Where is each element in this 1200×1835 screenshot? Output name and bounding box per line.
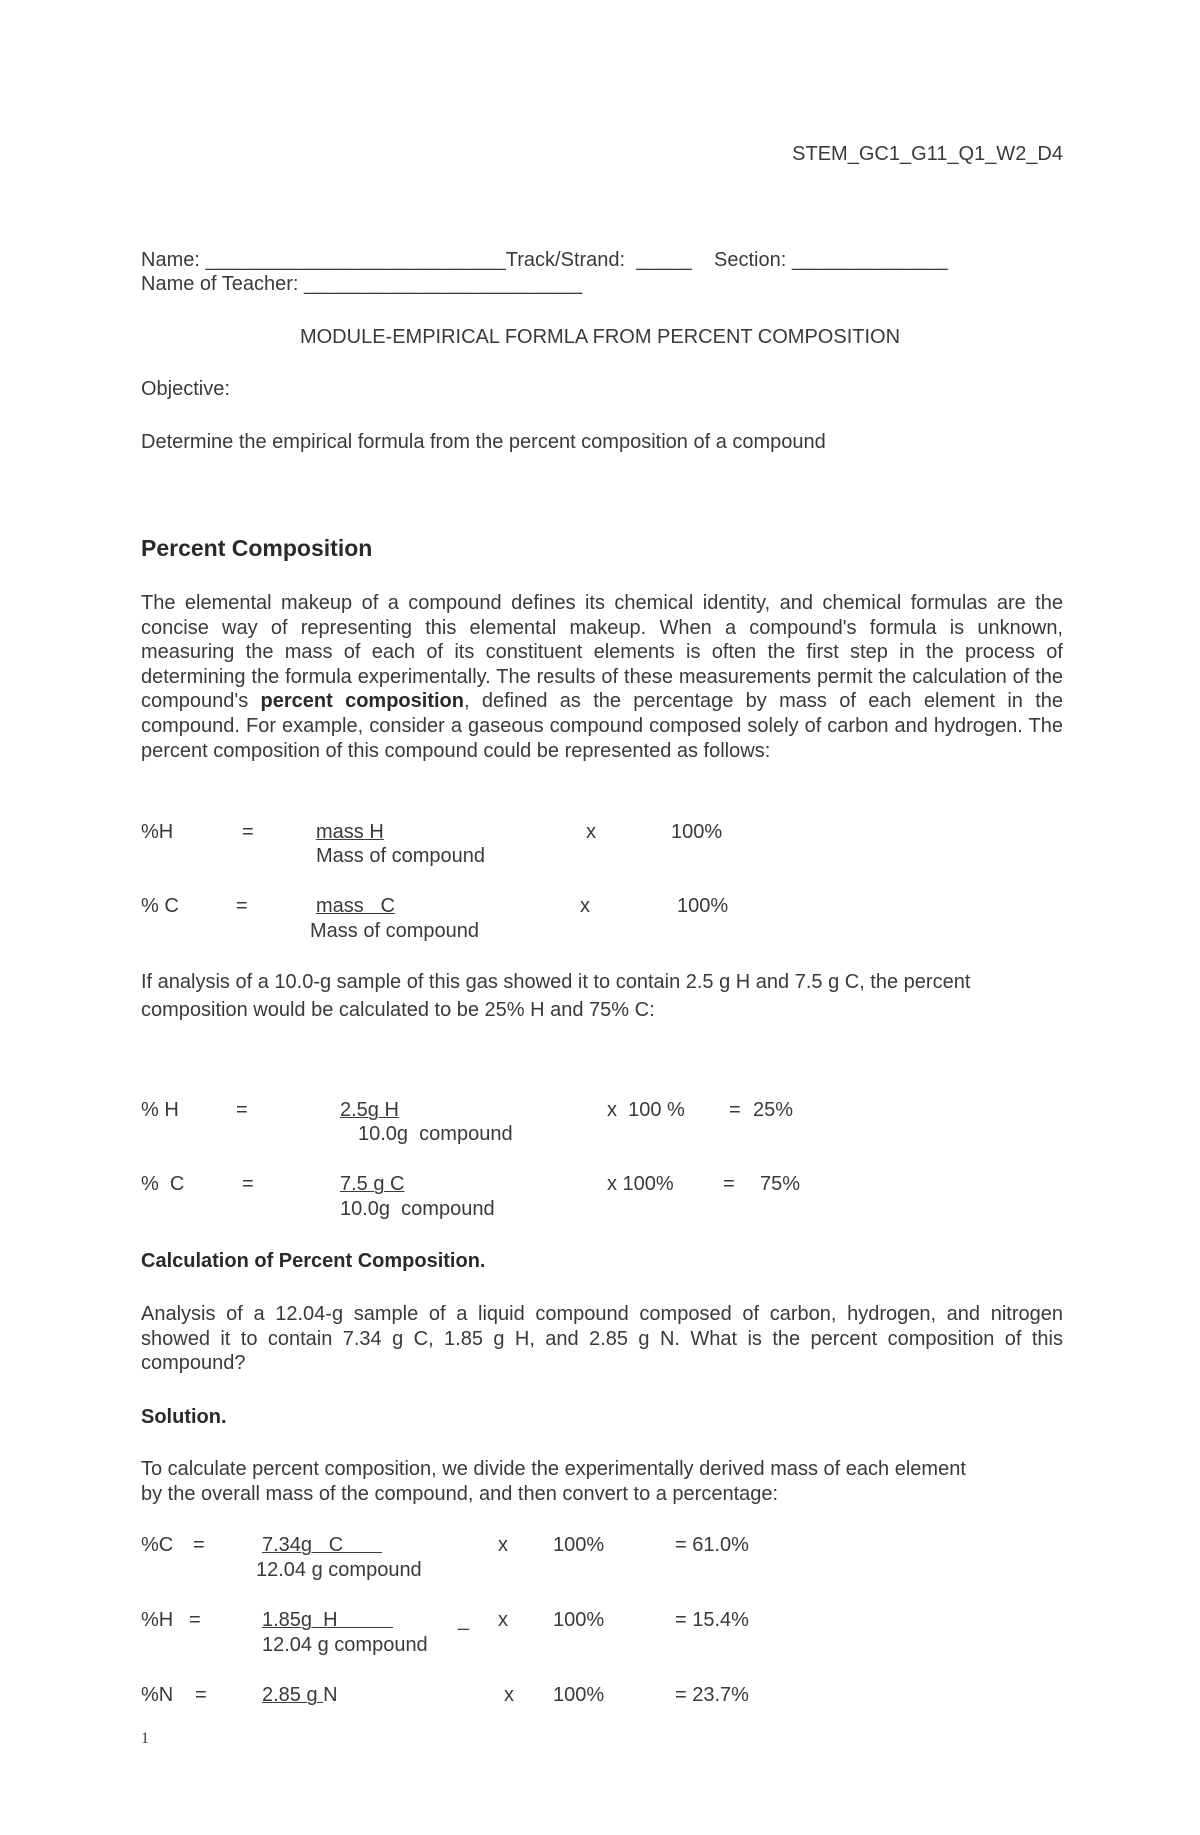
- analysis-text-line2: composition would be calculated to be 25% H and 75% C:: [141, 999, 655, 1021]
- page-number: 1: [141, 1730, 149, 1747]
- name-field-line: Name: ___________________________Track/Strand: _____ Section: ______________: [141, 249, 948, 271]
- calc-heading: Calculation of Percent Composition.: [141, 1250, 486, 1272]
- solution-text-line2: by the overall mass of the compound, and then convert to a percentage:: [141, 1483, 779, 1505]
- section-title: Percent Composition: [141, 535, 373, 561]
- teacher-field-line: Name of Teacher: _________________________: [141, 273, 583, 295]
- problem-text: Analysis of a 12.04-g sample of a liquid compound composed of carbon, hydrogen, and nitrogen showed it to contain 7.34 g C, 1.85 g H, and 2.85 g N. What is the percent composition of this compound?: [141, 1303, 1063, 1375]
- solution-label: Solution.: [141, 1406, 227, 1428]
- intro-paragraph: The elemental makeup of a compound defines its chemical identity, and chemical formulas are the concise way of representing this elemental makeup. When a compound's formula is unknown, measuring the mass of each of its constituent elements is often the first step in the process of determining the formula experimentally. The results of these measurements permit the calculation of the compound's percent composition, defined as the percentage by mass of each element in the compound. For example, consider a gaseous compound composed solely of carbon and hydrogen. The percent composition of this compound could be represented as follows:: [141, 592, 1063, 762]
- analysis-text-line1: If analysis of a 10.0-g sample of this gas showed it to contain 2.5 g H and 7.5 g C, the percent: [141, 971, 971, 993]
- objective-label: Objective:: [141, 378, 230, 400]
- module-title: MODULE-EMPIRICAL FORMLA FROM PERCENT COMPOSITION: [299, 326, 901, 348]
- solution-text-line1: To calculate percent composition, we divide the experimentally derived mass of each element: [141, 1458, 966, 1480]
- document-page: STEM_GC1_G11_Q1_W2_D4 Name: ___________________________Track/Strand: _____ Section: ______________ Name of Teacher: _________________________ MODULE-EMPIRICAL FORMLA FROM PERCENT COMPOSITION Objective: Determine the empirical formula from the percent composition of a compound Percent Composition The elemental makeup of a compound defines its chemical identity, and chemical formulas are the concise way of representing this elemental makeup. When a compound's formula is unknown, measuring the mass of each of its constituent elements is often the first step in the process of determining the formula experimentally. The results of these measurements permit the calculation of the compound's percent composition, defined as the percentage by mass of each element in the compound. For example, consider a gaseous compound composed solely of carbon and hydrogen. The percent composition of this compound could be represented as follows: %H = mass H Mass of compound x 100% % C = mass C Mass of compound x 100% If analysis of a 10.0-g sample of this gas showed it to contain 2.5 g H and 7.5 g C, the percent composition would be calculated to be 25% H and 75% C: % H = 2.5g H 10.0g compound x 100 % = 25% % C = 7.5 g C 10.0g compound x 100% = 75% Calculation of Percent Composition. Analysis of a 12.04-g sample of a liquid compound composed of carbon, hydrogen, and nitrogen showed it to contain 7.34 g C, 1.85 g H, and 2.85 g N. What is the percent composition of this compound? Solution. To calculate percent composition, we divide the experimentally derived mass of each element by the overall mass of the compound, and then convert to a percentage: %C = 7.34g C 12.04 g compound x 100% = 61.0% %H = 1.85g H 12.04 g compound _ x 100% = 15.4% %N = 2.85 g N x 100% = 23.7% 1: [0, 0, 1200, 1835]
- objective-text: Determine the empirical formula from the percent composition of a compound: [141, 431, 826, 453]
- document-code: STEM_GC1_G11_Q1_W2_D4: [792, 143, 1063, 165]
- key-term: percent composition: [260, 690, 464, 713]
